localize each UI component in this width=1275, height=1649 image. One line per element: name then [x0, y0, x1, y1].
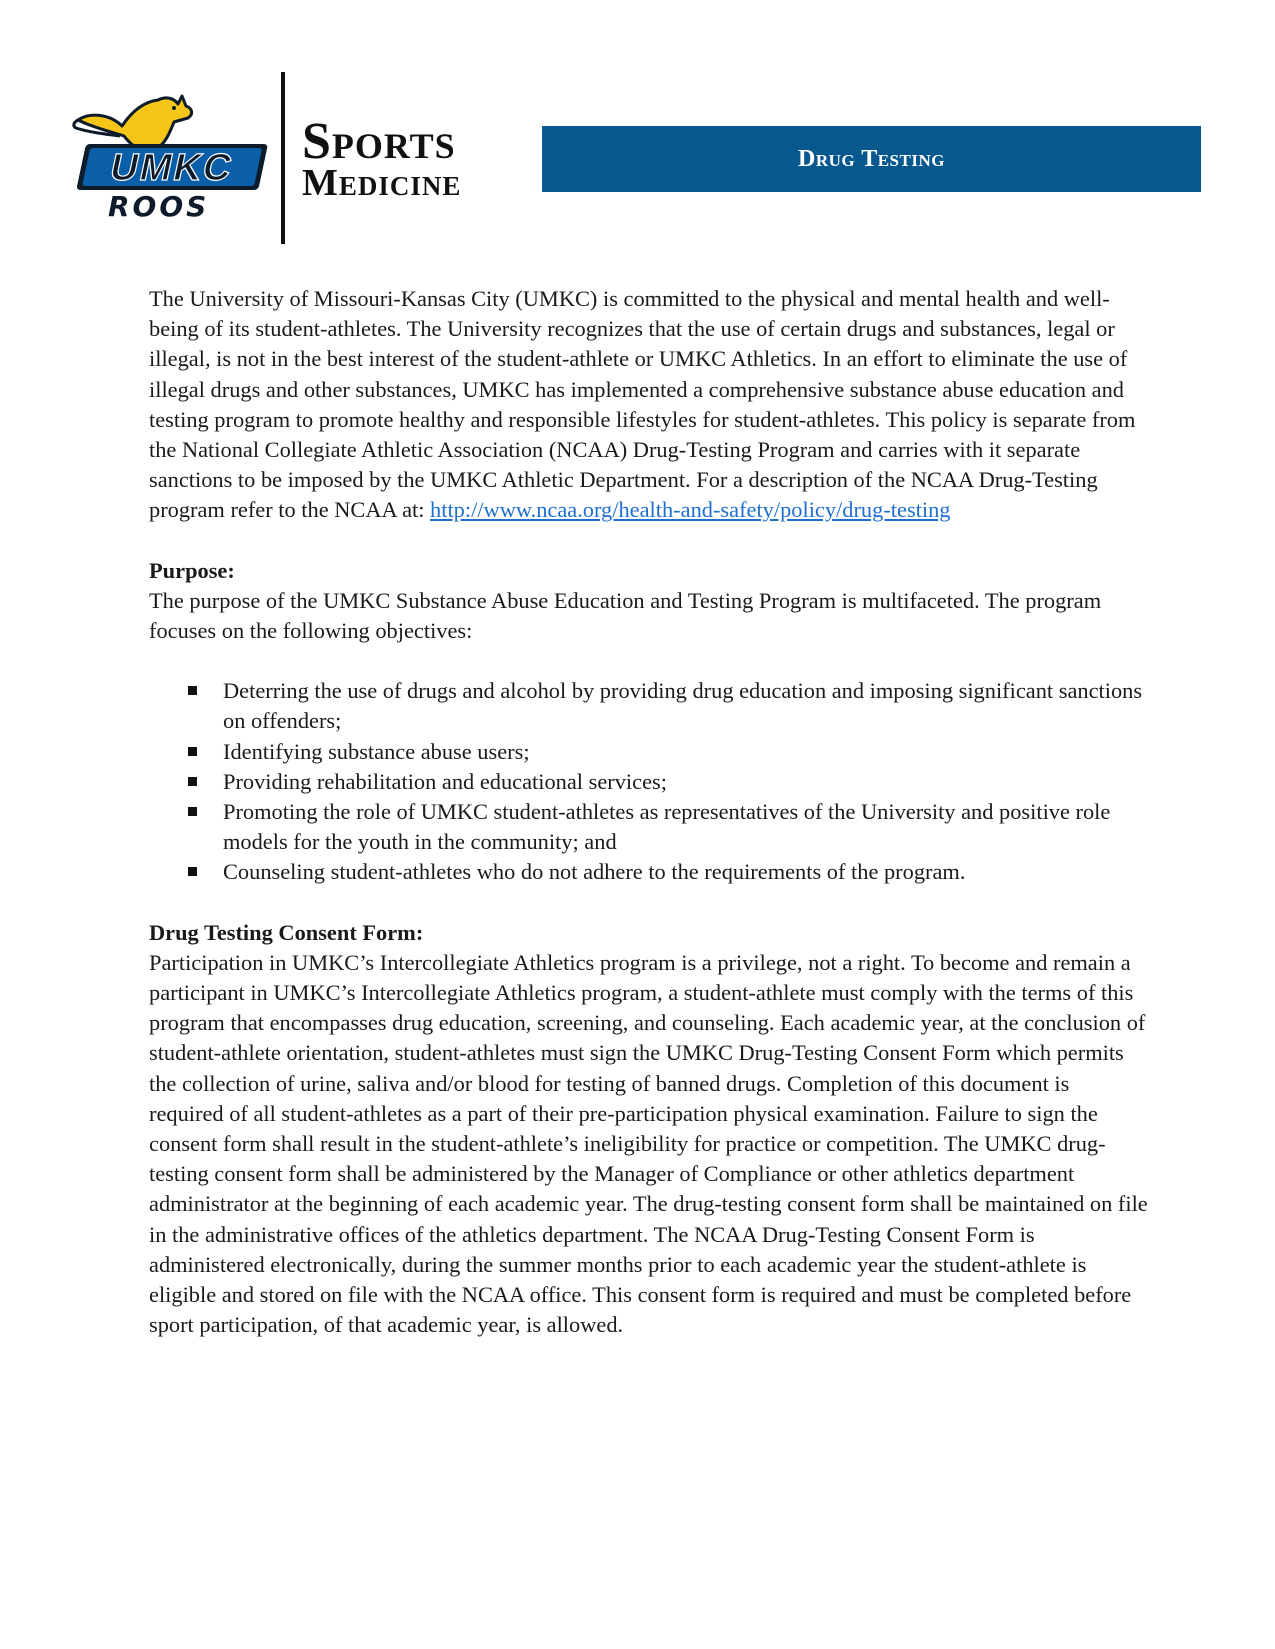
title-banner [542, 126, 1201, 192]
consent-form-paragraph: Participation in UMKC’s Intercollegiate Athletics program is a privilege, not a right. To become and remain a participant in UMKC’s Intercollegiate Athletics program, a student-athlete must comply with the terms of this program that encompasses drug education, screening, and counseling. Each academic year, at the conclusion of student-athlete orientation, student-athletes must sign the UMKC Drug-Testing Consent Form which permits the collection of urine, saliva and/or blood for testing of banned drugs. Completion of this document is required of all student-athletes as a part of their pre-participation physical examination. Failure to sign the consent form shall result in the student-athlete’s ineligibility for practice or competition. The UMKC drug-testing consent form shall be administered by the Manager of Compliance or other athletics department administrator at the beginning of each academic year. The drug-testing consent form shall be maintained on file in the administrative offices of the athletics department. The NCAA Drug-Testing Consent Form is administered electronically, during the summer months prior to each academic year the student-athlete is eligible and stored on file with the NCAA office. This consent form is required and must be completed before sport participation, of that academic year, is allowed. [149, 949, 1148, 1338]
kangaroo-logo-icon [70, 92, 270, 222]
sports-medicine-title [302, 113, 462, 204]
objective-text: Promoting the role of UMKC student-athletes as representatives of the University and positive role models for the youth in the community; and [223, 799, 1111, 855]
objective-item [223, 767, 1149, 797]
brand-line-medicine: Medicine [302, 162, 462, 204]
header-divider [281, 72, 285, 244]
square-bullet-icon [188, 807, 197, 816]
square-bullet-icon [188, 777, 197, 786]
purpose-paragraph: The purpose of the UMKC Substance Abuse Education and Testing Program is multifaceted. The program focuses on the following objectives: [149, 587, 1102, 644]
svg-text:ROOS: ROOS [108, 190, 210, 222]
square-bullet-icon [188, 686, 197, 695]
square-bullet-icon [188, 867, 197, 876]
objective-item [223, 797, 1149, 857]
intro-text: The University of Missouri-Kansas City (UMKC) is committed to the physical and mental health and well-being of its student-athletes. The University recognizes that the use of certain drugs and substances, legal or illegal, is not in the best interest of the student-athlete or UMKC Athletics. In an effort to eliminate the use of illegal drugs and other substances, UMKC has implemented a comprehensive substance abuse education and testing program to promote healthy and responsible lifestyles for student-athletes. This policy is separate from the National Collegiate Athletic Association (NCAA) Drug-Testing Program and carries with it separate sanctions to be imposed by the UMKC Athletic Department. For a description of the NCAA Drug-Testing program refer to the NCAA at: [149, 286, 1136, 523]
square-bullet-icon [188, 747, 197, 756]
objective-text: Deterring the use of drugs and alcohol by providing drug education and imposing significant sanctions on offenders; [223, 678, 1143, 734]
document-body [149, 284, 1149, 1341]
objective-item [223, 737, 1149, 767]
objective-text: Identifying substance abuse users; [223, 738, 530, 764]
umkc-roos-logo [70, 92, 270, 222]
objective-text: Providing rehabilitation and educational services; [223, 768, 667, 794]
brand-line-sports: Sports [302, 113, 456, 170]
purpose-heading: Purpose: [149, 557, 235, 583]
objective-item [223, 676, 1149, 736]
ncaa-drug-testing-link[interactable]: http://www.ncaa.org/health-and-safety/policy/drug-testing [430, 497, 951, 523]
objectives-list [149, 676, 1149, 887]
objective-text: Counseling student-athletes who do not adhere to the requirements of the program. [223, 859, 966, 885]
svg-text:UMKC: UMKC [106, 146, 238, 189]
intro-paragraph [149, 284, 1149, 526]
consent-form-heading: Drug Testing Consent Form: [149, 919, 424, 945]
objective-item [223, 857, 1149, 887]
banner-title: Drug Testing [798, 145, 945, 172]
